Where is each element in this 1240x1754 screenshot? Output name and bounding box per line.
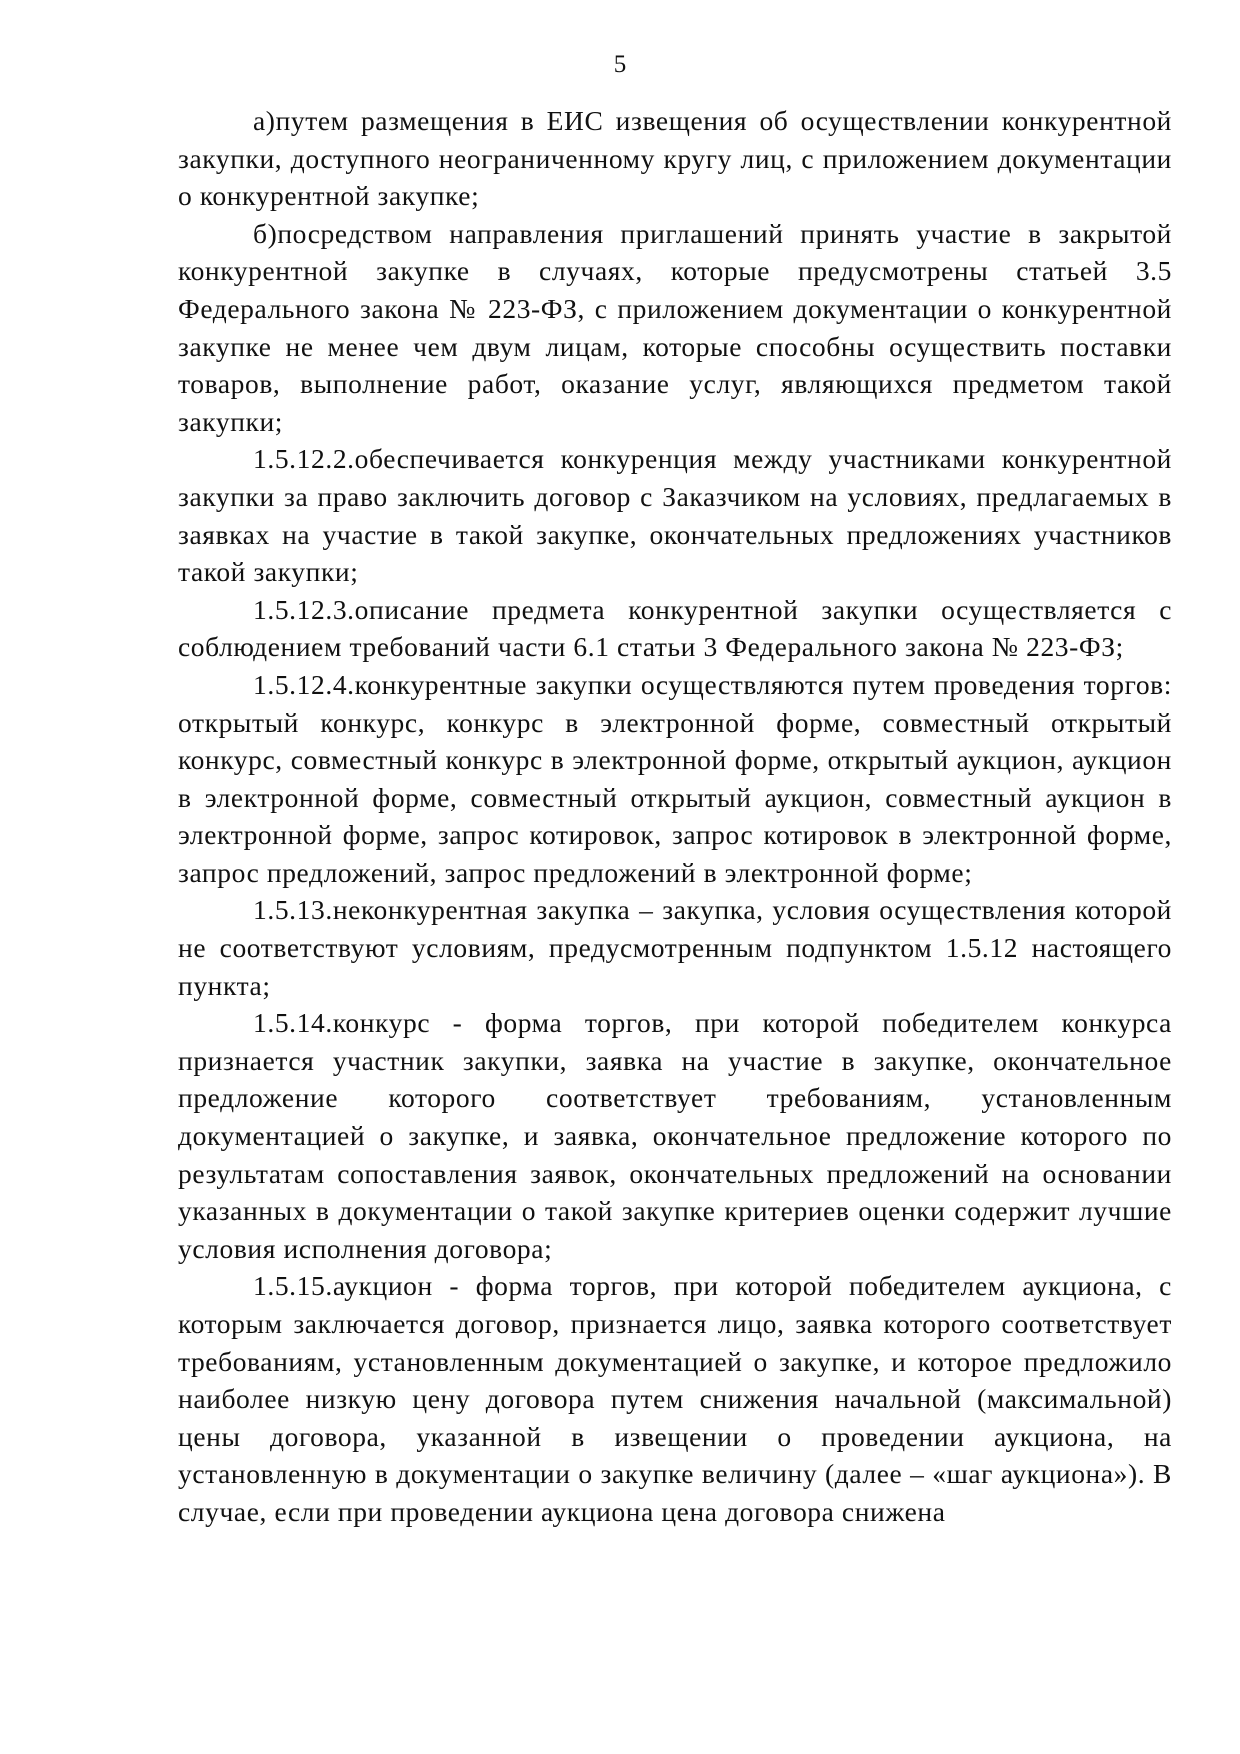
paragraph-item-b: б)посредством направления приглашений принять участие в закрытой конкурентной закупке в случаях, которые предусмотрены статьей 3.5 Федерального закона № 223-ФЗ, с приложением документации о конкурентной закупке не менее чем двум лицам, которые способны осуществить поставки товаров, выполнение работ, оказание услуг, являющихся предметом такой закупки;: [178, 217, 1172, 437]
paragraph-1-5-12-3: 1.5.12.3.описание предмета конкурентной закупки осуществляется с соблюдением требований части 6.1 статьи 3 Федерального закона № 223-ФЗ;: [178, 593, 1172, 663]
paragraph-1-5-14: 1.5.14.конкурс - форма торгов, при которой победителем конкурса признается участник закупки, заявка на участие в закупке, окончательное предложение которого соответствует требованиям, установленным документацией о закупке, и заявка, окончательное предложение которого по результатам сопоставления заявок, окончательных предложений на основании указанных в документации о такой закупке критериев оценки содержит лучшие условия исполнения договора;: [178, 1007, 1172, 1264]
document-body: [178, 102, 1172, 1531]
page-number: 5: [613, 51, 627, 78]
paragraph-1-5-15: 1.5.15.аукцион - форма торгов, при которой победителем аукциона, с которым заключается договор, признается лицо, заявка которого соответствует требованиям, установленным документацией о закупке, и которое предложило наиболее низкую цену договора путем снижения начальной (максимальной) цены договора, указанной в извещении о проведении аукциона, на установленную в документации о закупке величину (далее – «шаг аукциона»). В случае, если при проведении аукциона цена договора снижена: [178, 1270, 1172, 1527]
paragraph-item-a: а)путем размещения в ЕИС извещения об осуществлении конкурентной закупки, доступного неограниченному кругу лиц, с приложением документации о конкурентной закупке;: [178, 105, 1172, 212]
paragraph-1-5-13: 1.5.13.неконкурентная закупка – закупка, условия осуществления которой не соответствуют условиям, предусмотренным подпунктом 1.5.12 настоящего пункта;: [178, 894, 1172, 1001]
paragraph-1-5-12-2: 1.5.12.2.обеспечивается конкуренция между участниками конкурентной закупки за право заключить договор с Заказчиком на условиях, предлагаемых в заявках на участие в такой закупке, окончательных предложениях участников такой закупки;: [178, 443, 1172, 588]
paragraph-1-5-12-4: 1.5.12.4.конкурентные закупки осуществляются путем проведения торгов: открытый конкурс, конкурс в электронной форме, совместный открытый конкурс, совместный конкурс в электронной форме, открытый аукцион, аукцион в электронной форме, совместный открытый аукцион, совместный аукцион в электронной форме, запрос котировок, запрос котировок в электронной форме, запрос предложений, запрос предложений в электронной форме;: [178, 668, 1172, 888]
